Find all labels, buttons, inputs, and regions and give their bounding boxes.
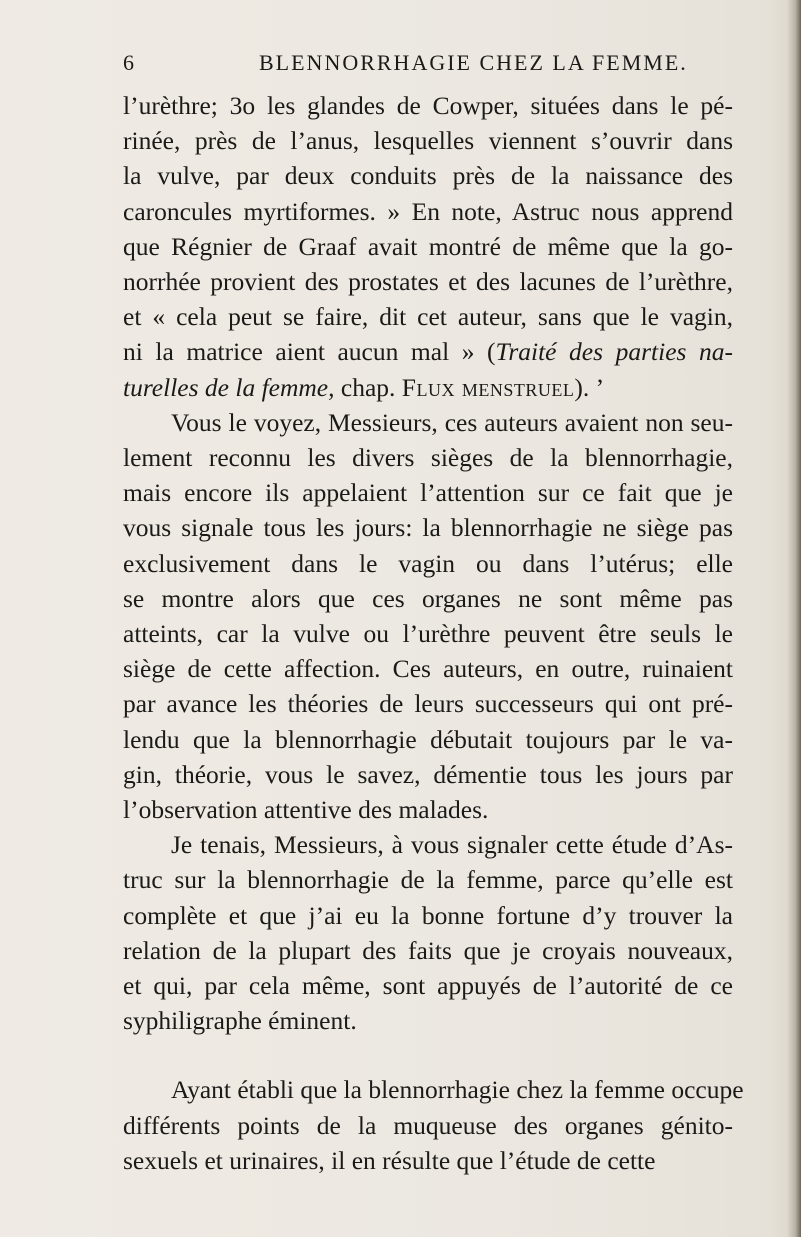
text-line: rinée, près de l’anus, lesquelles viennent s’ouvrir dans	[123, 126, 733, 156]
text-line: que Régnier de Graaf avait montré de même que la go-	[123, 231, 733, 261]
citation-title: Traité des parties na-	[495, 337, 733, 367]
text-line: l’urèthre; 3o les glandes de Cowper, situées dans le pé-	[123, 91, 733, 120]
citation-title-continued: turelles de la femme,	[123, 372, 335, 402]
page-edge-shadow	[787, 0, 801, 1237]
citation-section: Flux menstruel	[401, 372, 575, 402]
text-line: gin, théorie, vous le savez, démentie tous les jours par	[123, 759, 733, 789]
text-line-citation	[123, 370, 733, 405]
running-head: BLENNORRHAGIE CHEZ LA FEMME.	[259, 50, 688, 75]
text-line: lendu que la blennorrhagie débutait toujours par le va-	[123, 724, 733, 754]
body-text	[123, 88, 744, 1178]
citation-open: (	[487, 337, 496, 367]
text-line: et qui, par cela même, sont appuyés de l’autorité de ce	[123, 971, 733, 1001]
text-segment: ni la matrice aient aucun mal »	[123, 337, 475, 367]
text-line: lement reconnu les divers sièges de la blennorrhagie,	[123, 443, 733, 473]
text-line: la vulve, par deux conduits près de la naissance des	[123, 161, 733, 191]
text-line: syphiligraphe éminent.	[123, 1006, 357, 1036]
page-number: 6	[123, 50, 135, 75]
text-line: complète et que j’ai eu la bonne fortune d’y trouver la	[123, 900, 733, 930]
text-line: se montre alors que ces organes ne sont même pas	[123, 583, 733, 613]
text-line: exclusivement dans le vagin ou dans l’utérus; elle	[123, 548, 733, 578]
text-line: par avance les théories de leurs successeurs qui ont pré-	[123, 689, 733, 719]
text-line: caroncules myrtiformes. » En note, Astruc nous apprend	[123, 196, 733, 226]
citation-chapter: chap.	[334, 372, 402, 402]
text-line: norrhée provient des prostates et des lacunes de l’urèthre,	[123, 267, 733, 297]
text-line: relation de la plupart des faits que je croyais nouveaux,	[123, 935, 733, 965]
text-line: vous signale tous les jours: la blennorrhagie ne siège pas	[123, 513, 733, 543]
text-line: truc sur la blennorrhagie de la femme, parce qu’elle est	[123, 865, 733, 895]
text-line: et « cela peut se faire, dit cet auteur, sans que le vagin,	[123, 302, 733, 332]
text-line-citation	[123, 334, 733, 369]
text-line: sexuels et urinaires, il en résulte que l’étude de cette	[123, 1145, 656, 1175]
text-line: siège de cette affection. Ces auteurs, en outre, ruinaient	[123, 654, 733, 684]
text-line: différents points de la muqueuse des organes génito-	[123, 1110, 733, 1140]
text-line: l’observation attentive des malades.	[123, 795, 489, 825]
text-line: mais encore ils appelaient l’attention sur ce fait que je	[123, 478, 733, 508]
text-line: Je tenais, Messieurs, à vous signaler cette étude d’As-	[171, 830, 733, 860]
stray-mark: ’	[589, 372, 605, 402]
text-line: atteints, car la vulve ou l’urèthre peuvent être seuls le	[123, 619, 733, 649]
page-header	[123, 50, 763, 86]
text-line: Ayant établi que la blennorrhagie chez la femme occupe	[171, 1075, 744, 1105]
text-line: Vous le voyez, Messieurs, ces auteurs avaient non seu-	[171, 407, 733, 437]
citation-close: ).	[574, 372, 590, 402]
